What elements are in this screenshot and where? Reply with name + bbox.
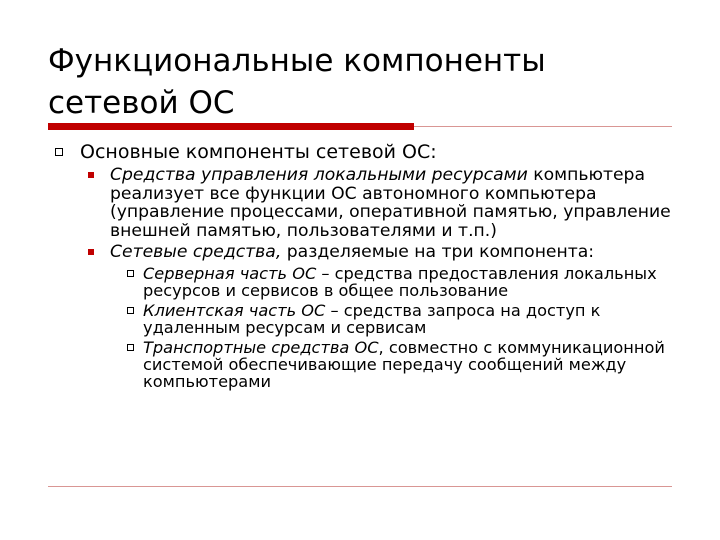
transport-term: Транспортные средства ОС: [143, 337, 379, 357]
sub-sub-bullet-server-part: [52, 265, 682, 299]
filled-square-bullet-icon: [88, 249, 94, 255]
sub-bullet-local-resources-term: Средства управления локальными ресурсами: [110, 165, 528, 185]
transport-text: , совместно с коммуникационной системой обеспечивающие передачу сообщений между компьютерами: [143, 337, 665, 391]
server-part-text: – средства предоставления локальных ресурсов и сервисов в общее пользование: [143, 263, 657, 300]
sub-sub-bullet-client-part: [52, 302, 682, 336]
slide-body: [52, 141, 682, 390]
client-part-text: – средства запроса на доступ к удаленным ресурсам и сервисам: [143, 300, 601, 337]
slide-title-line-1: Функциональные компоненты: [48, 43, 546, 79]
sub-sub-bullet-transport: [52, 339, 682, 390]
slide-title-line-2: сетевой ОС: [48, 85, 235, 121]
title-divider-accent: [48, 123, 414, 130]
sub-bullet-local-resources: [52, 166, 682, 240]
sub-bullet-network-means-text: разделяемые на три компонента:: [281, 242, 595, 262]
sub-bullet-network-means: [52, 243, 682, 262]
sub-bullet-network-means-term: Сетевые средства,: [110, 242, 282, 262]
hollow-square-bullet-icon: [55, 148, 63, 156]
sub-bullet-local-resources-text: компьютера реализует все функции ОС автономного компьютера (управление процессами, оперативной памятью, управление внешней памятью, пользователями и т.п.): [110, 165, 671, 241]
footer-divider: [48, 486, 672, 487]
hollow-square-bullet-icon: [127, 344, 134, 351]
slide-title: [48, 40, 688, 124]
hollow-square-bullet-icon: [127, 270, 134, 277]
server-part-term: Серверная часть ОС: [143, 263, 317, 283]
bullet-main-text: Основные компоненты сетевой ОС:: [80, 141, 437, 163]
filled-square-bullet-icon: [88, 172, 94, 178]
bullet-main: [52, 141, 682, 163]
hollow-square-bullet-icon: [127, 307, 134, 314]
client-part-term: Клиентская часть ОС: [143, 300, 326, 320]
